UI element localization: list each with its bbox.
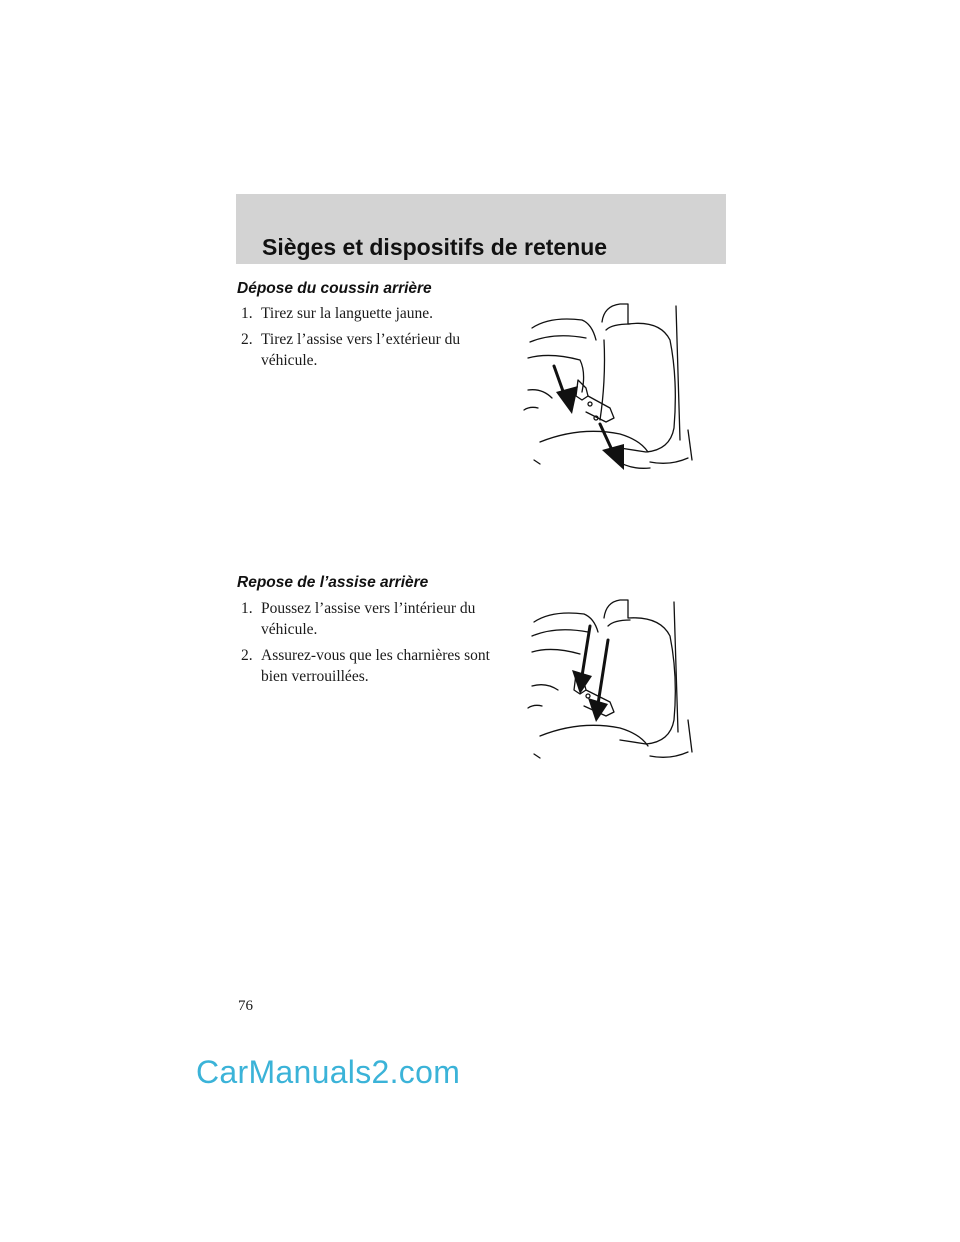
installation-steps [241, 598, 491, 692]
page-number: 76 [238, 998, 253, 1014]
section-title-installation: Repose de l’assise arrière [237, 574, 429, 591]
watermark: CarManuals2.com [196, 1054, 461, 1090]
list-item: 2. Assurez-vous que les charnières sont bien verrouillées. [241, 647, 490, 685]
removal-steps [241, 303, 491, 376]
list-item: 1. Poussez l’assise vers l’intérieur du véhicule. [241, 600, 476, 638]
seat-cushion-installation-illustration [524, 596, 700, 768]
list-item: 2. Tirez l’assise vers l’extérieur du véhicule. [241, 331, 461, 369]
section-title-removal: Dépose du coussin arrière [237, 280, 432, 297]
seat-cushion-removal-illustration [520, 300, 700, 480]
page-title: Sièges et dispositifs de retenue [262, 234, 608, 260]
header-band [236, 194, 726, 264]
list-item: 1. Tirez sur la languette jaune. [241, 305, 434, 322]
